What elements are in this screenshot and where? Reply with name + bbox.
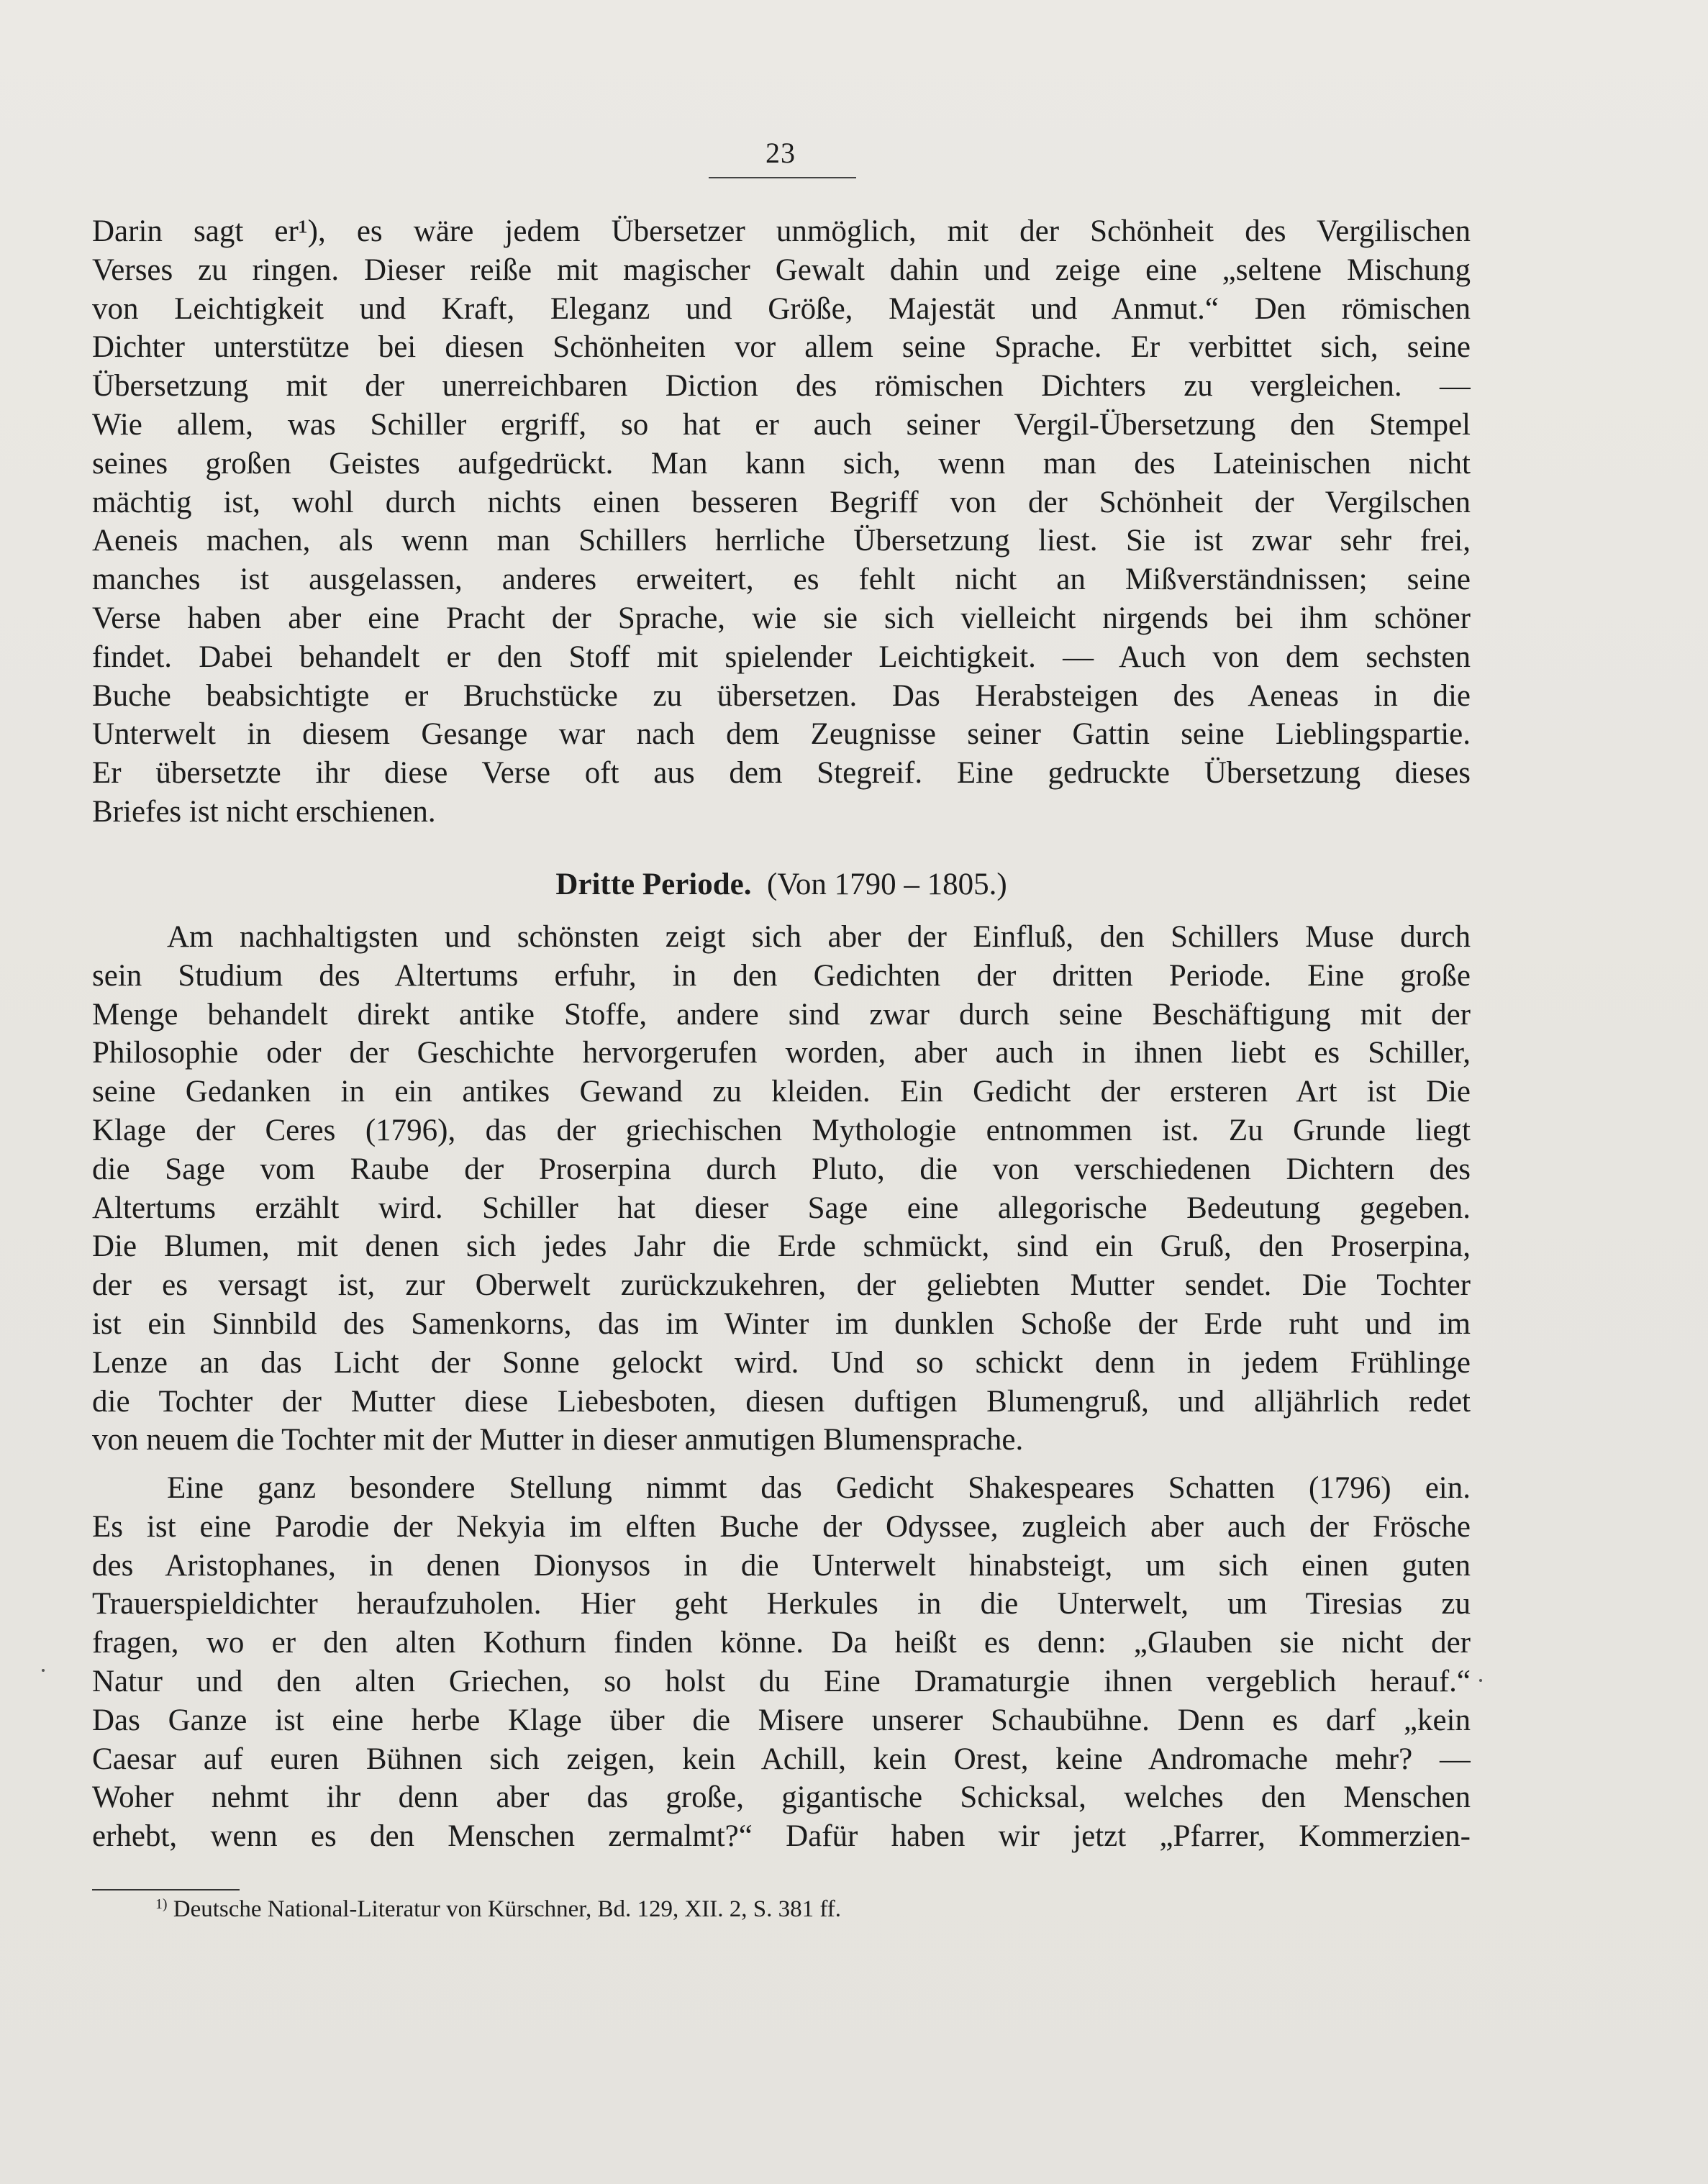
page-number: 23: [766, 137, 796, 169]
section-title: Dritte Periode.: [555, 868, 752, 901]
text-line: Klage der Ceres (1796), das der griechischen Mythologie entnommen ist. Zu Grunde liegt: [92, 1113, 1471, 1147]
text-line: Buche beabsichtigte er Bruchstücke zu übersetzen. Das Herabsteigen des Aeneas in die: [92, 678, 1471, 713]
text-line: Verse haben aber eine Pracht der Sprache, wie sie sich vielleicht nirgends bei ihm schöner: [92, 601, 1471, 635]
text-line: Aeneis machen, als wenn man Schillers herrliche Übersetzung liest. Sie ist zwar sehr frei,: [92, 524, 1471, 558]
text-line: von Leichtigkeit und Kraft, Eleganz und Größe, Majestät und Anmut.“ Den römischen: [92, 291, 1471, 326]
text-line: die Tochter der Mutter diese Liebesboten, diesen duftigen Blumengruß, und alljährlich redet: [92, 1384, 1471, 1419]
text-line: Menge behandelt direkt antike Stoffe, andere sind zwar durch seine Beschäftigung mit der: [92, 997, 1471, 1032]
text-line: die Sage vom Raube der Proserpina durch Pluto, die von verschiedenen Dichtern des: [92, 1152, 1471, 1186]
text-line: Briefes ist nicht erschienen.: [92, 794, 436, 829]
text-line: sein Studium des Altertums erfuhr, in den Gedichten der dritten Periode. Eine große: [92, 958, 1471, 993]
text-line: Caesar auf euren Bühnen sich zeigen, kein Achill, kein Orest, keine Andromache mehr? —: [92, 1742, 1471, 1776]
text-line: Übersetzung mit der unerreichbaren Diction des römischen Dichters zu vergleichen. —: [92, 369, 1471, 404]
text-line: Wie allem, was Schiller ergriff, so hat er auch seiner Vergil-Übersetzung den Stempel: [92, 407, 1471, 442]
footnote-text: Deutsche National-Literatur von Kürschner, Bd. 129, XII. 2, S. 381 ff.: [173, 1896, 842, 1922]
text-line: Das Ganze ist eine herbe Klage über die Misere unserer Schaubühne. Denn es darf „kein: [92, 1703, 1471, 1737]
text-line: Lenze an das Licht der Sonne gelockt wird. Und so schickt denn in jedem Frühlinge: [92, 1345, 1471, 1380]
text-line: Dichter unterstütze bei diesen Schönheiten vor allem seine Sprache. Er verbittet sich, seine: [92, 330, 1471, 365]
paragraph-third-period: [92, 918, 1471, 1460]
text-line: Es ist eine Parodie der Nekyia im elften Buche der Odyssee, zugleich aber auch der Frösche: [92, 1509, 1471, 1544]
text-line: Altertums erzählt wird. Schiller hat dieser Sage eine allegorische Bedeutung gegeben.: [92, 1191, 1471, 1225]
text-line: Unterwelt in diesem Gesange war nach dem Zeugnisse seiner Gattin seine Lieblingspartie.: [92, 717, 1471, 752]
text-line: Eine ganz besondere Stellung nimmt das Gedicht Shakespeares Schatten (1796) ein.: [167, 1471, 1471, 1505]
footnote-rule: [92, 1889, 240, 1890]
text-line: Er übersetzte ihr diese Verse oft aus dem Stegreif. Eine gedruckte Übersetzung dieses: [92, 756, 1471, 791]
text-line: Natur und den alten Griechen, so holst du Eine Dramaturgie ihnen vergeblich herauf.“: [92, 1664, 1471, 1698]
text-line: der es versagt ist, zur Oberwelt zurückzukehren, der geliebten Mutter sendet. Die Tochter: [92, 1268, 1471, 1303]
scan-speck: [42, 1669, 45, 1672]
text-line: mächtig ist, wohl durch nichts einen besseren Begriff von der Schönheit der Vergilschen: [92, 485, 1471, 519]
text-line: fragen, wo er den alten Kothurn finden könne. Da heißt es denn: „Glauben sie nicht der: [92, 1626, 1471, 1660]
text-line: manches ist ausgelassen, anderes erweitert, es fehlt nicht an Mißverständnissen; seine: [92, 563, 1471, 597]
footnote: [155, 1893, 841, 1925]
footnote-marker: 1): [155, 1896, 168, 1913]
text-line: Am nachhaltigsten und schönsten zeigt sich aber der Einfluß, den Schillers Muse durch: [167, 920, 1471, 954]
text-line: Die Blumen, mit denen sich jedes Jahr die Erde schmückt, sind ein Gruß, den Proserpina,: [92, 1229, 1471, 1264]
text-line: Woher nehmt ihr denn aber das große, gigantische Schicksal, welches den Menschen: [92, 1780, 1471, 1815]
paragraph-vergil-translation: [92, 212, 1471, 832]
text-line: von neuem die Tochter mit der Mutter in dieser anmutigen Blumensprache.: [92, 1423, 1024, 1457]
text-line: des Aristophanes, in denen Dionysos in die Unterwelt hinabsteigt, um sich einen guten: [92, 1548, 1471, 1583]
text-line: erhebt, wenn es den Menschen zermalmt?“ Dafür haben wir jetzt „Pfarrer, Kommerzien-: [92, 1819, 1471, 1854]
text-line: findet. Dabei behandelt er den Stoff mit spielender Leichtigkeit. — Auch von dem sechsten: [92, 640, 1471, 674]
section-period: (Von 1790 – 1805.): [767, 868, 1007, 901]
scan-speck: [1479, 1679, 1482, 1682]
text-line: ist ein Sinnbild des Samenkorns, das im Winter im dunklen Schoße der Erde ruht und im: [92, 1306, 1471, 1341]
text-line: seine Gedanken in ein antikes Gewand zu kleiden. Ein Gedicht der ersteren Art ist Die: [92, 1075, 1471, 1109]
text-line: seines großen Geistes aufgedrückt. Man kann sich, wenn man des Lateinischen nicht: [92, 446, 1471, 481]
page-number-rule: [709, 177, 856, 178]
text-line: Trauerspieldichter heraufzuholen. Hier geht Herkules in die Unterwelt, um Tiresias zu: [92, 1587, 1471, 1621]
text-line: Verses zu ringen. Dieser reiße mit magischer Gewalt dahin und zeige eine „seltene Mischung: [92, 252, 1471, 287]
text-line: Darin sagt er¹), es wäre jedem Übersetzer unmöglich, mit der Schönheit des Vergilischen: [92, 214, 1471, 248]
paragraph-shakespeares-schatten: [92, 1469, 1471, 1856]
section-heading: [92, 865, 1471, 904]
text-line: Philosophie oder der Geschichte hervorgerufen worden, aber auch in ihnen liebt es Schiller,: [92, 1036, 1471, 1070]
